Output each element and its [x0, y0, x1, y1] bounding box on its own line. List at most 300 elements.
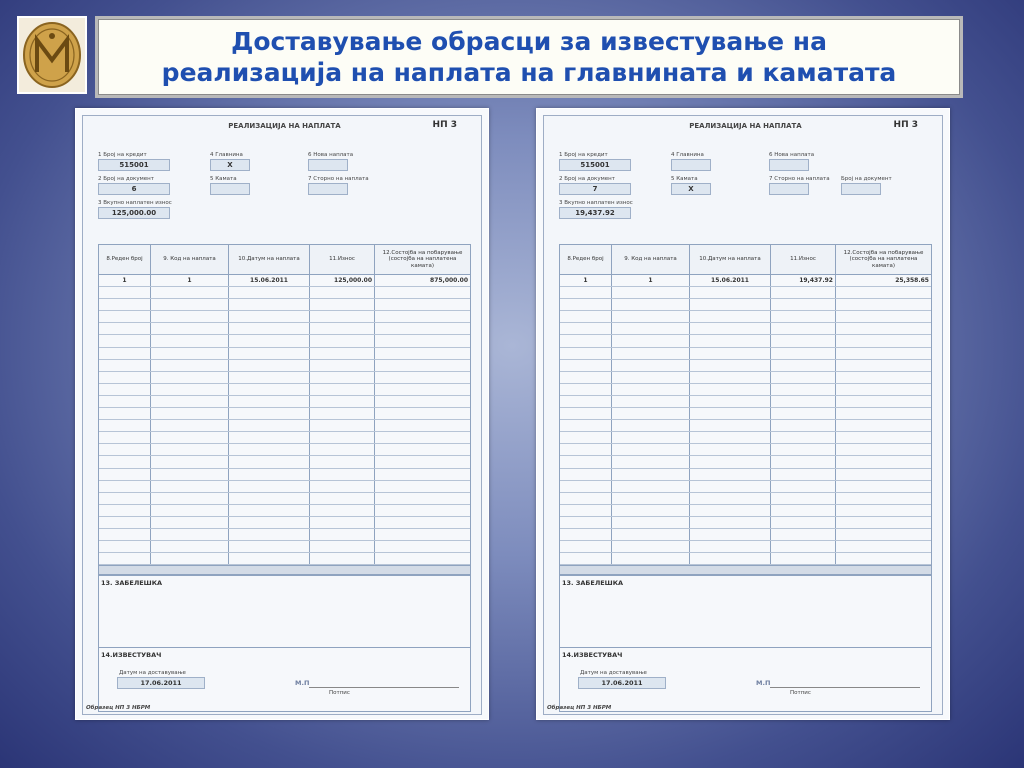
table-cell[interactable]: [690, 299, 771, 310]
table-cell[interactable]: [375, 408, 470, 419]
table-cell[interactable]: [612, 505, 690, 516]
table-row: [560, 323, 931, 335]
table-cell[interactable]: [836, 360, 931, 371]
table-cell[interactable]: [690, 456, 771, 467]
table-cell[interactable]: [836, 287, 931, 298]
table-cell[interactable]: [375, 287, 470, 298]
table-cell[interactable]: [99, 408, 151, 419]
table-cell[interactable]: [836, 311, 931, 322]
table-cell[interactable]: [229, 408, 310, 419]
credit-number-field-label: 1 Број на кредит: [98, 152, 147, 158]
table-cell[interactable]: [612, 372, 690, 383]
table-cell[interactable]: [229, 372, 310, 383]
note-label: 13. ЗАБЕЛЕШКА: [562, 579, 624, 588]
table-cell[interactable]: [771, 360, 836, 371]
table-cell[interactable]: [310, 372, 375, 383]
table-row: [560, 505, 931, 517]
table-cell[interactable]: [375, 384, 470, 395]
delivery-date-field[interactable]: 17.06.2011: [578, 677, 666, 689]
table-cell[interactable]: [771, 323, 836, 334]
table-cell[interactable]: [151, 311, 229, 322]
form-fields: [559, 136, 932, 244]
table-cell[interactable]: [560, 469, 612, 480]
new-payment-field-input[interactable]: [769, 159, 809, 171]
table-cell[interactable]: [151, 335, 229, 346]
interest-field-input[interactable]: [210, 183, 250, 195]
table-cell[interactable]: [560, 311, 612, 322]
table-cell[interactable]: [151, 384, 229, 395]
table-cell[interactable]: [690, 287, 771, 298]
new-payment-field-input[interactable]: [308, 159, 348, 171]
table-cell[interactable]: [612, 360, 690, 371]
table-cell[interactable]: [151, 456, 229, 467]
table-cell[interactable]: [310, 493, 375, 504]
table-cell[interactable]: [310, 456, 375, 467]
table-cell[interactable]: [690, 517, 771, 528]
table-cell[interactable]: [151, 420, 229, 431]
form-code: НП 3: [432, 120, 457, 130]
table-cell[interactable]: [99, 529, 151, 540]
table-cell[interactable]: [612, 469, 690, 480]
table-cell[interactable]: [310, 323, 375, 334]
table-cell[interactable]: [229, 360, 310, 371]
table-cell[interactable]: [99, 335, 151, 346]
table-cell[interactable]: [229, 384, 310, 395]
table-cell[interactable]: [836, 493, 931, 504]
total-paid-field-input[interactable]: 19,437.92: [559, 207, 631, 219]
table-cell[interactable]: [690, 505, 771, 516]
table-cell[interactable]: [151, 408, 229, 419]
table-cell[interactable]: [229, 505, 310, 516]
table-cell[interactable]: [310, 432, 375, 443]
note-section: [98, 576, 471, 648]
table-cell[interactable]: [151, 396, 229, 407]
table-cell[interactable]: [690, 311, 771, 322]
table-cell[interactable]: [836, 372, 931, 383]
table-row: [560, 335, 931, 347]
credit-number-field-input[interactable]: 515001: [98, 159, 170, 171]
table-cell[interactable]: [310, 420, 375, 431]
table-cell[interactable]: [151, 444, 229, 455]
table-cell[interactable]: [560, 287, 612, 298]
table-cell[interactable]: [771, 348, 836, 359]
table-cell[interactable]: [836, 408, 931, 419]
table-cell[interactable]: [99, 456, 151, 467]
table-cell[interactable]: [229, 529, 310, 540]
table-cell[interactable]: [310, 335, 375, 346]
table-divider: [99, 565, 470, 575]
document-number-2-field: [841, 176, 892, 195]
table-cell[interactable]: [375, 541, 470, 552]
table-cell[interactable]: [310, 517, 375, 528]
table-row: [560, 287, 931, 299]
table-cell[interactable]: [560, 493, 612, 504]
table-cell[interactable]: [560, 529, 612, 540]
signature-label: Потпис: [790, 690, 811, 697]
table-cell[interactable]: [99, 432, 151, 443]
table-row: [99, 348, 470, 360]
table-cell[interactable]: [151, 517, 229, 528]
table-cell[interactable]: [836, 335, 931, 346]
table-cell[interactable]: [836, 444, 931, 455]
table-cell[interactable]: [375, 396, 470, 407]
table-row: [560, 311, 931, 323]
table-cell[interactable]: [375, 493, 470, 504]
table-cell[interactable]: [771, 493, 836, 504]
table-cell[interactable]: [612, 493, 690, 504]
table-cell[interactable]: [151, 493, 229, 504]
table-cell[interactable]: [612, 408, 690, 419]
table-header: [560, 245, 931, 275]
table-row: [560, 541, 931, 553]
table-row: [99, 456, 470, 468]
table-cell[interactable]: [771, 456, 836, 467]
table-cell[interactable]: [375, 372, 470, 383]
table-cell[interactable]: [151, 299, 229, 310]
table-cell[interactable]: [99, 420, 151, 431]
table-cell[interactable]: [612, 541, 690, 552]
table-cell[interactable]: [229, 348, 310, 359]
principal-field-input[interactable]: [671, 159, 711, 171]
table-cell[interactable]: [375, 505, 470, 516]
table-cell[interactable]: [771, 517, 836, 528]
table-cell[interactable]: [690, 323, 771, 334]
table-cell[interactable]: [612, 335, 690, 346]
table-cell[interactable]: [771, 481, 836, 492]
table-cell[interactable]: 15.06.2011: [229, 275, 310, 286]
table-cell[interactable]: [690, 396, 771, 407]
interest-field: [210, 176, 250, 195]
table-cell[interactable]: [151, 469, 229, 480]
table-cell[interactable]: [612, 444, 690, 455]
table-cell[interactable]: [310, 348, 375, 359]
table-cell[interactable]: [375, 517, 470, 528]
table-cell[interactable]: [612, 553, 690, 564]
table-cell[interactable]: [375, 420, 470, 431]
table-cell[interactable]: [560, 420, 612, 431]
table-cell[interactable]: [690, 348, 771, 359]
table-cell[interactable]: [229, 287, 310, 298]
table-cell[interactable]: [612, 287, 690, 298]
table-cell[interactable]: [229, 299, 310, 310]
table-cell[interactable]: [229, 493, 310, 504]
table-cell[interactable]: [310, 396, 375, 407]
table-cell[interactable]: [771, 287, 836, 298]
table-cell[interactable]: [690, 360, 771, 371]
table-cell[interactable]: [836, 529, 931, 540]
table-row: [99, 444, 470, 456]
interest-field-input[interactable]: X: [671, 183, 711, 195]
table-cell[interactable]: [310, 541, 375, 552]
table-cell[interactable]: [375, 360, 470, 371]
table-cell[interactable]: [560, 505, 612, 516]
table-cell[interactable]: [151, 529, 229, 540]
table-cell[interactable]: [771, 384, 836, 395]
table-cell[interactable]: [151, 553, 229, 564]
table-cell[interactable]: [99, 469, 151, 480]
table-cell[interactable]: [375, 444, 470, 455]
table-cell[interactable]: [771, 553, 836, 564]
table-cell[interactable]: [836, 348, 931, 359]
table-cell[interactable]: [612, 323, 690, 334]
table-cell[interactable]: [612, 432, 690, 443]
table-cell[interactable]: [229, 396, 310, 407]
table-cell[interactable]: [151, 432, 229, 443]
table-cell[interactable]: [771, 505, 836, 516]
table-cell[interactable]: [229, 469, 310, 480]
table-cell[interactable]: [612, 299, 690, 310]
table-cell[interactable]: [375, 553, 470, 564]
table-cell[interactable]: [612, 481, 690, 492]
table-cell[interactable]: [310, 529, 375, 540]
credit-number-field-input[interactable]: 515001: [559, 159, 631, 171]
table-cell[interactable]: [151, 360, 229, 371]
table-cell[interactable]: [375, 323, 470, 334]
table-cell[interactable]: [836, 299, 931, 310]
column-header: 9. Код на наплата: [612, 245, 690, 274]
table-cell[interactable]: 25,358.65: [895, 277, 929, 285]
table-cell[interactable]: [99, 372, 151, 383]
table-cell[interactable]: [612, 396, 690, 407]
table-cell[interactable]: [99, 396, 151, 407]
table-cell[interactable]: [310, 311, 375, 322]
table-cell[interactable]: [690, 408, 771, 419]
column-header: 10.Датум на наплата: [690, 245, 771, 274]
table-cell[interactable]: 1: [560, 275, 612, 286]
table-cell[interactable]: [151, 541, 229, 552]
table-cell[interactable]: [99, 384, 151, 395]
table-cell[interactable]: [99, 444, 151, 455]
form-card-right: [536, 108, 950, 720]
table-cell[interactable]: [690, 469, 771, 480]
table-cell[interactable]: [836, 553, 931, 564]
table-cell[interactable]: [771, 420, 836, 431]
table-cell[interactable]: [99, 287, 151, 298]
column-header: 9. Код на наплата: [151, 245, 229, 274]
table-cell[interactable]: [771, 469, 836, 480]
table-cell[interactable]: [560, 372, 612, 383]
table-cell[interactable]: [375, 299, 470, 310]
table-cell[interactable]: [690, 432, 771, 443]
table-cell[interactable]: [375, 529, 470, 540]
table-cell[interactable]: [690, 420, 771, 431]
table-cell[interactable]: [151, 481, 229, 492]
table-cell[interactable]: 19,437.92: [771, 275, 836, 286]
table-cell[interactable]: [310, 299, 375, 310]
table-cell[interactable]: [771, 444, 836, 455]
table-cell[interactable]: [99, 348, 151, 359]
table-cell[interactable]: 15.06.2011: [690, 275, 771, 286]
table-cell[interactable]: [771, 432, 836, 443]
table-cell[interactable]: [310, 384, 375, 395]
table-cell[interactable]: [310, 469, 375, 480]
storno-field-input[interactable]: [308, 183, 348, 195]
table-cell[interactable]: [99, 481, 151, 492]
table-cell[interactable]: [560, 481, 612, 492]
table-cell[interactable]: [99, 493, 151, 504]
table-cell[interactable]: [310, 481, 375, 492]
table-cell[interactable]: [560, 456, 612, 467]
table-cell[interactable]: [375, 456, 470, 467]
table-cell[interactable]: [771, 335, 836, 346]
table-cell[interactable]: [229, 481, 310, 492]
table-cell[interactable]: [771, 408, 836, 419]
table-cell[interactable]: [310, 444, 375, 455]
table-cell[interactable]: [229, 311, 310, 322]
table-cell[interactable]: [229, 420, 310, 431]
table-cell[interactable]: [99, 553, 151, 564]
principal-field-input[interactable]: X: [210, 159, 250, 171]
table-cell[interactable]: [375, 348, 470, 359]
table-cell[interactable]: [560, 432, 612, 443]
table-cell[interactable]: [151, 372, 229, 383]
payments-table: [98, 244, 471, 576]
table-cell[interactable]: [836, 456, 931, 467]
table-cell[interactable]: [310, 553, 375, 564]
credit-number-field-label: 1 Број на кредит: [559, 152, 608, 158]
table-cell[interactable]: [560, 541, 612, 552]
table-cell[interactable]: [99, 311, 151, 322]
table-cell[interactable]: [99, 517, 151, 528]
table-cell[interactable]: [690, 541, 771, 552]
table-cell[interactable]: [229, 444, 310, 455]
storno-field-label: 7 Сторно на наплата: [769, 176, 830, 182]
table-row: [560, 360, 931, 372]
document-number-2-field-input[interactable]: [841, 183, 881, 195]
table-cell[interactable]: [560, 360, 612, 371]
storno-field: [769, 176, 830, 195]
table-cell[interactable]: [375, 432, 470, 443]
table-cell[interactable]: [690, 335, 771, 346]
table-cell[interactable]: [771, 299, 836, 310]
document-number-field-input[interactable]: 7: [559, 183, 631, 195]
table-cell[interactable]: [612, 529, 690, 540]
table-cell[interactable]: [690, 529, 771, 540]
column-header: 10.Датум на наплата: [229, 245, 310, 274]
table-cell[interactable]: [375, 481, 470, 492]
table-cell[interactable]: [229, 553, 310, 564]
table-cell[interactable]: [229, 541, 310, 552]
table-cell[interactable]: [560, 396, 612, 407]
table-cell[interactable]: [836, 323, 931, 334]
table-row: [99, 517, 470, 529]
table-cell[interactable]: [836, 384, 931, 395]
table-row: [99, 287, 470, 299]
table-row: [560, 553, 931, 565]
table-cell[interactable]: [560, 299, 612, 310]
table-cell[interactable]: [229, 335, 310, 346]
table-cell[interactable]: [151, 348, 229, 359]
table-cell[interactable]: [612, 348, 690, 359]
table-row: [99, 529, 470, 541]
table-cell[interactable]: [836, 432, 931, 443]
table-cell[interactable]: [560, 348, 612, 359]
table-cell[interactable]: [690, 384, 771, 395]
table-cell[interactable]: [560, 408, 612, 419]
table-cell[interactable]: [690, 444, 771, 455]
table-cell[interactable]: [771, 311, 836, 322]
table-cell[interactable]: [612, 384, 690, 395]
table-cell[interactable]: [375, 469, 470, 480]
table-cell[interactable]: [836, 396, 931, 407]
table-cell[interactable]: [771, 529, 836, 540]
table-cell[interactable]: [836, 517, 931, 528]
table-cell[interactable]: 875,000.00: [430, 277, 468, 285]
table-cell[interactable]: [99, 541, 151, 552]
table-cell[interactable]: [560, 335, 612, 346]
table-cell[interactable]: [612, 311, 690, 322]
table-cell[interactable]: [690, 553, 771, 564]
note-label: 13. ЗАБЕЛЕШКА: [101, 579, 163, 588]
table-cell[interactable]: [310, 287, 375, 298]
interest-field: [671, 176, 711, 195]
table-cell[interactable]: [375, 311, 470, 322]
table-cell[interactable]: [836, 481, 931, 492]
table-cell[interactable]: [99, 299, 151, 310]
table-cell[interactable]: [612, 456, 690, 467]
table-cell[interactable]: [229, 323, 310, 334]
table-cell[interactable]: [612, 420, 690, 431]
table-cell[interactable]: [375, 335, 470, 346]
table-cell[interactable]: [836, 469, 931, 480]
table-cell[interactable]: [229, 456, 310, 467]
table-cell[interactable]: [612, 517, 690, 528]
delivery-date-field[interactable]: 17.06.2011: [117, 677, 205, 689]
table-cell[interactable]: [836, 420, 931, 431]
table-cell[interactable]: [560, 323, 612, 334]
table-cell[interactable]: [771, 541, 836, 552]
table-cell[interactable]: [99, 323, 151, 334]
table-cell[interactable]: [560, 384, 612, 395]
table-cell[interactable]: [560, 517, 612, 528]
table-cell[interactable]: [151, 505, 229, 516]
table-cell[interactable]: [836, 541, 931, 552]
table-cell[interactable]: 125,000.00: [310, 275, 375, 286]
table-cell[interactable]: [229, 517, 310, 528]
table-cell[interactable]: [229, 432, 310, 443]
storno-field-label: 7 Сторно на наплата: [308, 176, 369, 182]
table-cell[interactable]: [690, 493, 771, 504]
storno-field-input[interactable]: [769, 183, 809, 195]
total-paid-field-input[interactable]: 125,000.00: [98, 207, 170, 219]
table-cell[interactable]: [690, 372, 771, 383]
table-cell[interactable]: [310, 505, 375, 516]
table-row: [560, 481, 931, 493]
total-paid-field-label: 3 Вкупно наплатен износ: [559, 200, 633, 206]
document-number-field-input[interactable]: 6: [98, 183, 170, 195]
table-row: [560, 299, 931, 311]
document-number-field: [98, 176, 170, 195]
table-cell[interactable]: [99, 505, 151, 516]
table-cell[interactable]: 1: [99, 275, 151, 286]
table-cell[interactable]: [560, 444, 612, 455]
table-cell[interactable]: [99, 360, 151, 371]
table-cell[interactable]: 1: [612, 275, 690, 286]
table-row: [99, 299, 470, 311]
table-cell[interactable]: 1: [151, 275, 229, 286]
table-cell[interactable]: [771, 396, 836, 407]
table-cell[interactable]: [560, 553, 612, 564]
table-cell[interactable]: [310, 408, 375, 419]
stamp-placeholder: М.П: [756, 679, 771, 688]
table-cell[interactable]: [151, 323, 229, 334]
table-cell[interactable]: [690, 481, 771, 492]
table-cell[interactable]: [151, 287, 229, 298]
table-cell[interactable]: [771, 372, 836, 383]
table-cell[interactable]: [836, 505, 931, 516]
table-cell[interactable]: [310, 360, 375, 371]
reporter-section: [559, 648, 932, 712]
